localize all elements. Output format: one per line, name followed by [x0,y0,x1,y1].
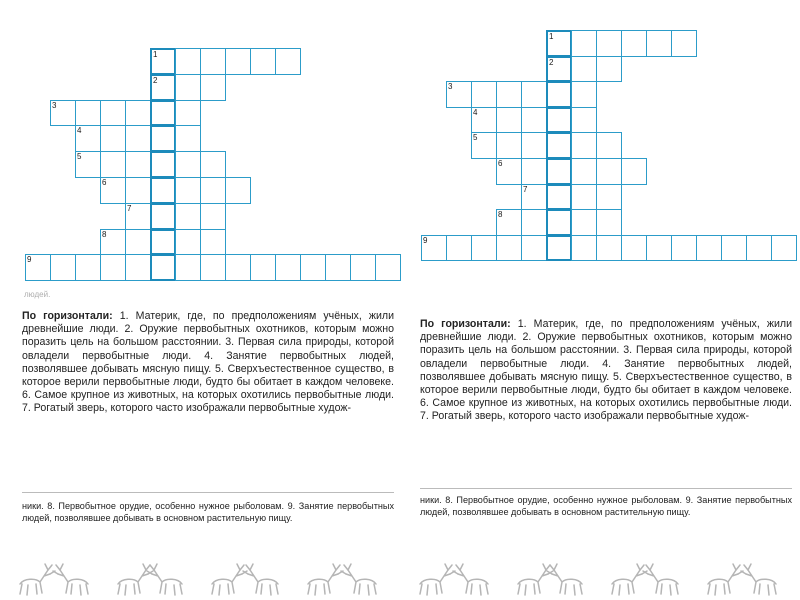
crossword-grid-left [0,0,400,300]
crossword-cell[interactable] [596,158,622,185]
clue-number: 2 [549,57,554,67]
clues-heading: По горизонтали: [22,310,113,322]
clue-number: 3 [448,82,453,92]
crossword-cell[interactable] [150,177,176,204]
crossword-cell[interactable] [546,158,572,185]
crossword-cell[interactable] [496,158,522,185]
crossword-cell[interactable] [100,254,126,281]
deer-icon [147,564,182,595]
crossword-cell[interactable] [471,132,497,159]
crossword-cell[interactable] [75,125,101,152]
crossword-cell[interactable] [175,177,201,204]
crossword-cell[interactable] [325,254,351,281]
crossword-cell[interactable] [546,30,572,57]
crossword-cell[interactable] [646,30,672,57]
crossword-cell[interactable] [200,151,226,178]
deer-icon [341,564,376,595]
crossword-cell[interactable] [646,235,672,262]
crossword-cell[interactable] [721,235,747,262]
crossword-cell[interactable] [546,56,572,83]
clue-number: 1 [549,32,554,41]
crossword-cell[interactable] [621,235,647,262]
deer-icon [708,564,743,595]
crossword-cell[interactable] [621,30,647,57]
crossword-cell[interactable] [471,81,497,108]
crossword-cell[interactable] [150,74,176,101]
crossword-cell[interactable] [571,107,597,134]
crossword-cell[interactable] [521,107,547,134]
clue-number: 7 [523,184,528,194]
crossword-cell[interactable] [521,158,547,185]
deer-icon [612,564,647,595]
crossword-cell[interactable] [546,107,572,134]
clues-body: 1. Материк, где, по предположениям учёных, жили древнейшие люди. 2. Оружие первобытных охотников, которым можно поразить цель на большом расстоянии. 3. Первая сила природы, которой овладели первобытные люди. 4. Занятие первобытных людей, позволявшее добывать мясную пищу. 5. Сверхъестественное существо, в которое верили первобытные люди, будто бы обитает в каждом человеке. 6. Самое крупное из животных, на которых охотились первобытные люди. 7. Рогатый зверь, которого часто изображали первобытные худож- [22,310,394,415]
crossword-cell[interactable] [446,235,472,262]
crossword-cell[interactable] [250,254,276,281]
crossword-cell[interactable] [546,184,572,211]
crossword-cell[interactable] [150,203,176,230]
deer-icon [547,564,582,595]
crossword-cell[interactable] [471,107,497,134]
deer-icon [53,564,88,595]
crossword-cell[interactable] [496,235,522,262]
clues-horizontal-left [22,310,394,416]
clue-number: 7 [127,203,132,213]
crossword-cell[interactable] [546,209,572,236]
crossword-cell[interactable] [50,254,76,281]
deer-icon [741,564,776,595]
clue-number: 4 [473,107,478,117]
crossword-cell[interactable] [596,132,622,159]
crossword-cell[interactable] [496,107,522,134]
crossword-cell[interactable] [571,184,597,211]
crossword-cell[interactable] [200,48,226,75]
crossword-cell[interactable] [225,48,251,75]
crossword-cell[interactable] [200,229,226,256]
crossword-cell[interactable] [200,254,226,281]
crossword-cell[interactable] [621,158,647,185]
deer-icon [308,564,343,595]
clue-number: 6 [102,178,107,187]
crossword-cell[interactable] [150,48,176,75]
worksheet-panel-right [400,0,800,560]
crossword-cell[interactable] [596,30,622,57]
crossword-cell[interactable] [571,132,597,159]
crossword-cell[interactable] [446,81,472,108]
deer-icon [243,564,278,595]
crossword-cell[interactable] [125,177,151,204]
crossword-cell[interactable] [596,184,622,211]
crossword-cell[interactable] [125,151,151,178]
crossword-cell[interactable] [571,209,597,236]
crossword-cell[interactable] [521,184,547,211]
clues-heading: По горизонтали: [420,318,511,330]
crossword-cell[interactable] [125,100,151,127]
crossword-cell[interactable] [200,177,226,204]
crossword-cell[interactable] [75,254,101,281]
crossword-cell[interactable] [225,177,251,204]
crossword-cell[interactable] [671,30,697,57]
clue-number: 6 [498,159,503,168]
crossword-cell[interactable] [671,235,697,262]
crossword-cell[interactable] [471,235,497,262]
crossword-cell[interactable] [175,74,201,101]
crossword-cell[interactable] [150,254,176,281]
crossword-cell[interactable] [175,254,201,281]
crossword-cell[interactable] [200,203,226,230]
crossword-cell[interactable] [546,81,572,108]
page-divider [420,488,792,489]
clue-number: 1 [153,50,158,59]
crossword-cell[interactable] [100,177,126,204]
crossword-cell[interactable] [571,56,597,83]
page-divider [22,492,394,493]
crossword-cell[interactable] [175,125,201,152]
crossword-cell[interactable] [275,254,301,281]
deer-icon [212,564,247,595]
crossword-cell[interactable] [571,30,597,57]
clues-body: 1. Материк, где, по предположениям учёных, жили древнейшие люди. 2. Оружие первобытных охотников, которым можно поразить цель на большом расстоянии. 3. Первая сила природы, которой овладели первобытные люди. 4. Занятие первобытных людей, позволявшее добывать мясную пищу. 5. Сверхъестественное существо, в которое верили первобытные люди, будто бы обитает в каждом человеке. 6. Самое крупное из животных, на которых охотились первобытные люди. 7. Рогатый зверь, которого часто изображали первобытные худож- [420,318,792,423]
crossword-cell[interactable] [175,229,201,256]
clue-number: 2 [153,75,158,85]
crossword-cell[interactable] [521,132,547,159]
crossword-cell[interactable] [596,209,622,236]
crossword-cell[interactable] [100,125,126,152]
clue-number: 9 [423,235,428,245]
crossword-cell[interactable] [496,81,522,108]
deer-frieze-icon [0,560,800,600]
crossword-cell[interactable] [275,48,301,75]
deer-icon [20,564,55,595]
crossword-cell[interactable] [521,209,547,236]
crossword-cell[interactable] [250,48,276,75]
clue-number: 5 [77,152,82,162]
crossword-cell[interactable] [150,229,176,256]
clue-number: 8 [498,210,503,220]
crossword-cell[interactable] [175,100,201,127]
crossword-cell[interactable] [25,254,51,281]
clue-number: 8 [102,229,107,239]
crossword-grid-right [400,0,800,300]
crossword-cell[interactable] [100,229,126,256]
crossword-cell[interactable] [696,235,722,262]
clue-number: 9 [27,255,32,265]
crossword-cell[interactable] [546,235,572,262]
crossword-cell[interactable] [150,151,176,178]
clues-horizontal-right [420,318,792,424]
crossword-cell[interactable] [100,151,126,178]
crossword-cell[interactable] [50,100,76,127]
clues-continued-right: ники. 8. Первобытное орудие, особенно нужное рыболовам. 9. Занятие первобытных людей, позволявшее добывать в основном растительную пищу. [420,495,792,517]
crossword-cell[interactable] [125,229,151,256]
crossword-cell[interactable] [75,100,101,127]
crossword-cell[interactable] [125,203,151,230]
clue-number: 5 [473,133,478,143]
crossword-cell[interactable] [125,125,151,152]
crossword-cell[interactable] [300,254,326,281]
crossword-cell[interactable] [596,56,622,83]
deer-icon [453,564,488,595]
crossword-cell[interactable] [150,125,176,152]
bleed-through-text: людей. [24,290,51,299]
crossword-cell[interactable] [546,132,572,159]
clue-number: 3 [52,100,57,110]
crossword-cell[interactable] [75,151,101,178]
crossword-cell[interactable] [571,158,597,185]
crossword-cell[interactable] [496,209,522,236]
crossword-cell[interactable] [200,74,226,101]
crossword-cell[interactable] [375,254,401,281]
crossword-cell[interactable] [150,100,176,127]
clue-number: 4 [77,126,82,136]
crossword-cell[interactable] [571,235,597,262]
crossword-cell[interactable] [350,254,376,281]
crossword-cell[interactable] [521,235,547,262]
crossword-cell[interactable] [771,235,797,262]
crossword-cell[interactable] [175,48,201,75]
deer-icon [643,564,678,595]
crossword-cell[interactable] [225,254,251,281]
crossword-cell[interactable] [496,132,522,159]
crossword-cell[interactable] [421,235,447,262]
crossword-cell[interactable] [746,235,772,262]
deer-icon [518,564,553,595]
crossword-cell[interactable] [125,254,151,281]
deer-icon [118,564,153,595]
crossword-cell[interactable] [596,235,622,262]
clues-continued-left: ники. 8. Первобытное орудие, особенно нужное рыболовам. 9. Занятие первобытных людей, позволявшее добывать в основном растительную пищу. [22,501,394,523]
deer-icon [420,564,455,595]
crossword-cell[interactable] [571,81,597,108]
crossword-cell[interactable] [175,151,201,178]
crossword-cell[interactable] [521,81,547,108]
crossword-cell[interactable] [175,203,201,230]
worksheet-panel-left [0,0,400,560]
crossword-cell[interactable] [100,100,126,127]
